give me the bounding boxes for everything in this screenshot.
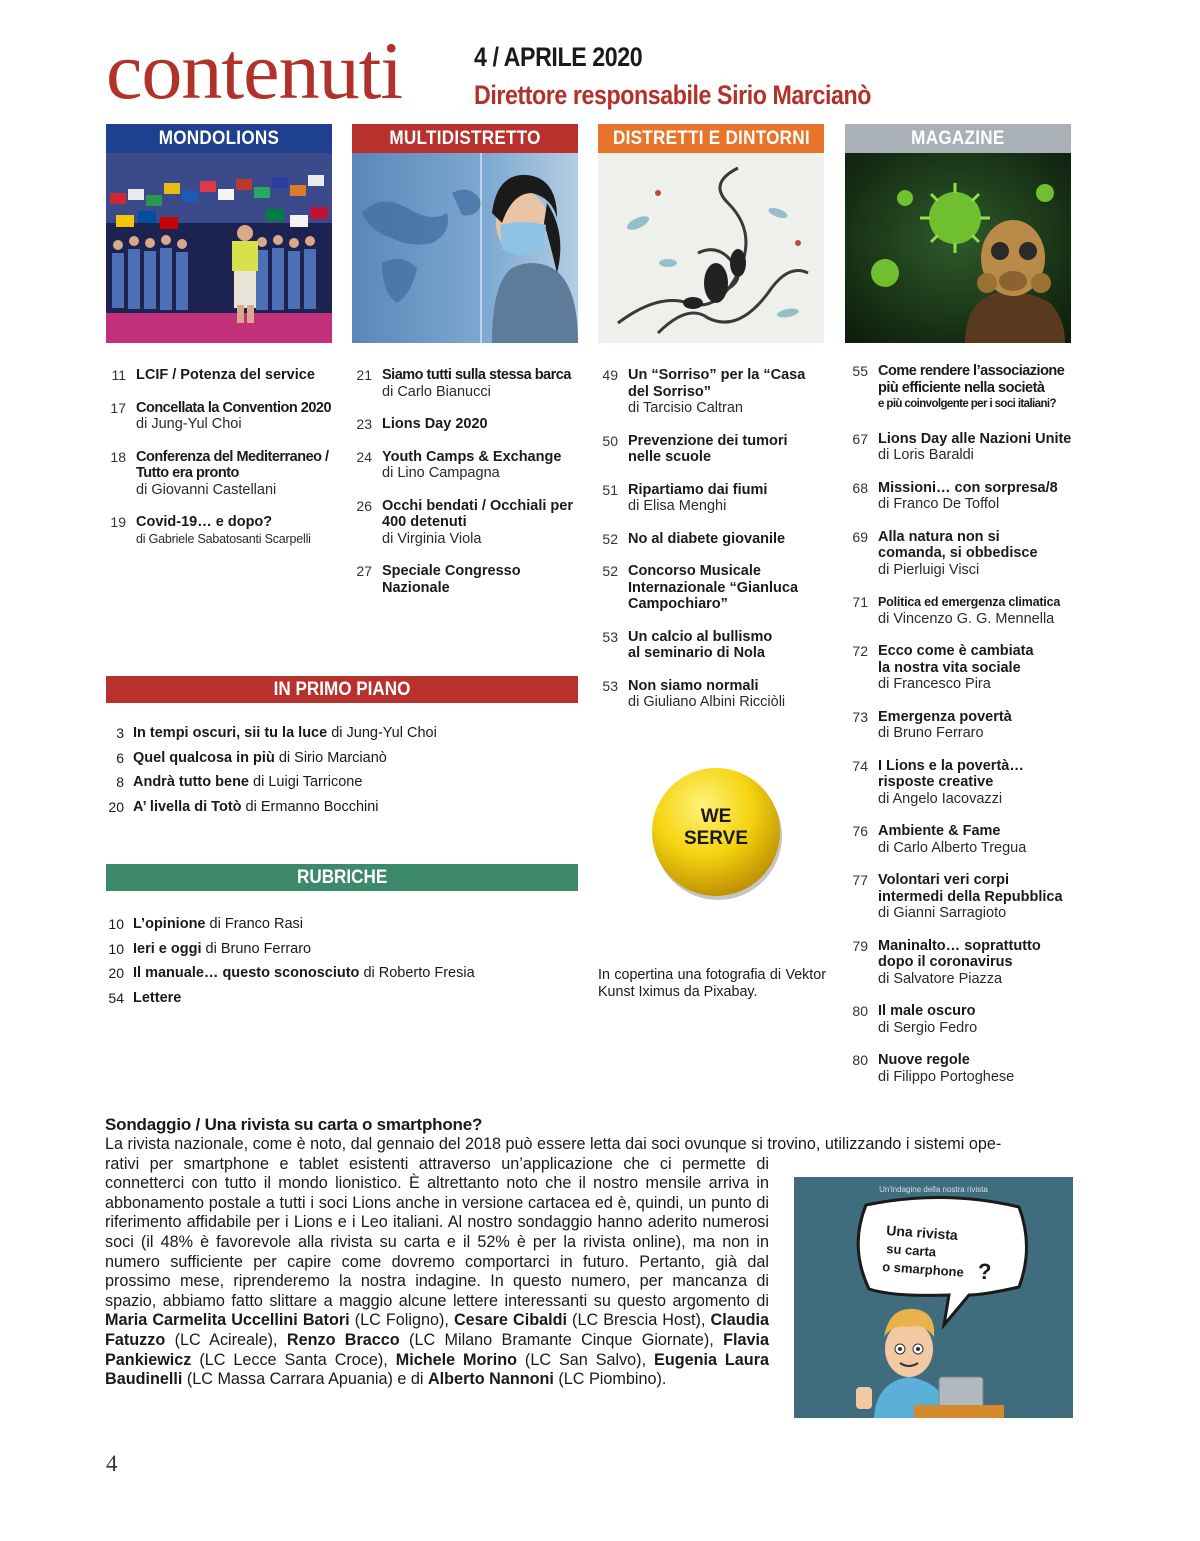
- issue-date: 4 / APRILE 2020: [474, 42, 643, 72]
- toc-entry[interactable]: 27 Speciale Congresso Nazionale: [356, 563, 521, 596]
- section-header: MAGAZINE: [845, 124, 1071, 153]
- section-mondolions: [106, 124, 332, 343]
- toc-entry[interactable]: 67 Lions Day alle Nazioni Unite di Loris Baraldi: [852, 430, 1072, 463]
- toc-entry[interactable]: 49 Un “Sorriso” per la “Casa del Sorriso” di Tarcisio Caltran: [602, 367, 806, 416]
- toc-magazine: [848, 363, 1080, 1101]
- primo-piano-list: [106, 721, 586, 819]
- toc-entry[interactable]: 74 I Lions e la povertà… risposte creative di Angelo Iacovazzi: [852, 757, 1024, 807]
- rubriche-header: RUBRICHE: [106, 864, 578, 891]
- list-item[interactable]: 10 L’opinione di Franco Rasi: [108, 916, 304, 932]
- toc-entry[interactable]: 77 Volontari veri corpi intermedi della Repubblica di Gianni Sarragioto: [852, 872, 1063, 921]
- list-item[interactable]: 20 Il manuale… questo sconosciuto di Roberto Fresia: [108, 965, 475, 981]
- section-distretti: [598, 124, 824, 343]
- list-item[interactable]: 6 Quel qualcosa in più di Sirio Marcianò: [116, 749, 387, 766]
- toc-entry[interactable]: 24 Youth Camps & Exchange di Lino Campagna: [356, 448, 562, 481]
- masthead: [106, 25, 1106, 120]
- page-number: 4: [106, 1451, 118, 1476]
- bubble-line-2: su carta: [885, 1241, 937, 1260]
- toc-entry[interactable]: 11 LCIF / Potenza del service: [111, 367, 315, 383]
- survey-first-line: La rivista nazionale, come è noto, dal gennaio del 2018 può essere letta dai soci ovunque si trovino, utilizzando i sistemi ope-: [105, 1135, 1002, 1153]
- toc-entry[interactable]: 52 No al diabete giovanile: [602, 530, 786, 547]
- distretti-artwork: [598, 153, 824, 343]
- list-item[interactable]: 20 A’ livella di Totò di Ermanno Bocchini: [108, 798, 379, 815]
- toc-entry[interactable]: 52 Concorso Musicale Internazionale “Gianluca Campochiaro”: [602, 563, 799, 612]
- list-item[interactable]: 3 In tempi oscuri, sii tu la luce di Jung-Yul Choi: [116, 725, 437, 741]
- list-item[interactable]: 54 Lettere: [108, 989, 182, 1006]
- badge-line-2: SERVE: [683, 828, 749, 849]
- toc-entry[interactable]: 53 Un calcio al bullismo al seminario di Nola: [602, 628, 773, 661]
- bubble-question: ?: [978, 1259, 992, 1284]
- toc-entry[interactable]: 68 Missioni… con sorpresa/8 di Franco De Toffol: [852, 479, 1058, 512]
- section-header: MULTIDISTRETTO: [352, 124, 578, 153]
- bubble-line-1: Una rivista: [885, 1222, 959, 1243]
- section-multidistretto: [352, 124, 578, 343]
- toc-entry[interactable]: 53 Non siamo normali di Giuliano Albini Ricciòli: [602, 677, 786, 710]
- toc-entry[interactable]: 71 Politica ed emergenza climatica di Vincenzo G. G. Mennella: [852, 594, 1061, 627]
- list-item[interactable]: 8 Andrà tutto bene di Luigi Tarricone: [116, 774, 363, 790]
- section-header: DISTRETTI E DINTORNI: [598, 124, 824, 153]
- toc-entry[interactable]: 80 Nuove regole di Filippo Portoghese: [852, 1052, 1015, 1085]
- survey-image-caption: Un'indagine della nostra rivista: [879, 1185, 988, 1194]
- list-item[interactable]: 10 Ieri e oggi di Bruno Ferraro: [108, 940, 312, 957]
- survey-illustration: [794, 1177, 1073, 1418]
- director-line: Direttore responsabile Sirio Marcianò: [474, 80, 872, 110]
- primo-piano-header: IN PRIMO PIANO: [106, 676, 578, 703]
- survey-body: rativi per smartphone e tablet esistenti attraverso un’applicazione che ci permette di connetterci con tutto il mondo lionistico. È altrettanto noto che il nostro mensile arriva in abbonamento postale a tutti i soci Lions anche in versione cartacea ed è, quindi, un punto di riferimento affidabile per i Lions e i Leo italiani. Al nostro sondaggio hanno aderito numerosi soci (il 48% è favorevole alla rivista su carta e il 52% è per la rivista online), ma non in numero sufficiente per capire come dovremo comportarci in futuro. Pertanto, già dal prossimo mese, riprenderemo la nostra indagine. In questo numero, per mancanza di spazio, abbiamo fatto slittare a maggio alcune lettere interessanti su questo argomento di Maria Carmelita Uccellini Batori (LC Foligno), Cesare Cibaldi (LC Brescia Host), Claudia Fatuzzo (LC Acireale), Renzo Bracco (LC Milano Bramante Cinque Giornate), Flavia Pankiewicz (LC Lecce Santa Croce), Michele Morino (LC San Salvo), Eugenia Laura Baudinelli (LC Massa Carrara Apuania) e di Alberto Nannoni (LC Piombino).: [105, 1154, 769, 1389]
- badge-line-1: WE: [700, 806, 732, 827]
- mondolions-photo: [106, 153, 332, 343]
- toc-mondolions: [106, 367, 352, 563]
- toc-entry[interactable]: 55 Come rendere l’associazione più efficiente nella società e più coinvolgente per i soci italiani?: [852, 363, 1065, 410]
- toc-entry[interactable]: 79 Maninalto… soprattutto dopo il coronavirus di Salvatore Piazza: [852, 937, 1041, 987]
- toc-distretti: [598, 367, 844, 727]
- cover-note: In copertina una fotografia di Vektor Kunst Iximus da Pixabay.: [598, 967, 826, 1000]
- toc-entry[interactable]: 50 Prevenzione dei tumori nelle scuole: [602, 432, 788, 465]
- toc-entry[interactable]: 76 Ambiente & Fame di Carlo Alberto Tregua: [852, 823, 1027, 856]
- masthead-title: contenuti: [106, 25, 403, 116]
- section-header: MONDOLIONS: [106, 124, 332, 153]
- toc-entry[interactable]: 21 Siamo tutti sulla stessa barca di Carlo Bianucci: [356, 367, 571, 400]
- survey-title: Sondaggio / Una rivista su carta o smartphone?: [105, 1115, 483, 1134]
- toc-entry[interactable]: 19 Covid-19… e dopo? di Gabriele Sabatosanti Scarpelli: [110, 514, 311, 546]
- rubriche-list: [106, 912, 586, 1010]
- section-magazine: [845, 124, 1071, 343]
- toc-entry[interactable]: 69 Alla natura non si comanda, si obbedisce di Pierluigi Visci: [852, 528, 1038, 578]
- toc-entry[interactable]: 73 Emergenza povertà di Bruno Ferraro: [852, 708, 1012, 741]
- toc-entry[interactable]: 26 Occhi bendati / Occhiali per 400 detenuti di Virginia Viola: [356, 497, 573, 547]
- toc-entry[interactable]: 18 Conferenza del Mediterraneo / Tutto era pronto di Giovanni Castellani: [110, 448, 329, 498]
- toc-multidistretto: [352, 367, 598, 612]
- magazine-virus-image: [845, 153, 1071, 343]
- toc-entry[interactable]: 23 Lions Day 2020: [356, 416, 488, 432]
- toc-entry[interactable]: 17 Concellata la Convention 2020 di Jung-Yul Choi: [110, 399, 332, 432]
- toc-entry[interactable]: 72 Ecco come è cambiata la nostra vita sociale di Francesco Pira: [852, 643, 1034, 692]
- toc-entry[interactable]: 51 Ripartiamo dai fiumi di Elisa Menghi: [602, 481, 768, 514]
- bubble-line-3: o smarphone: [881, 1259, 965, 1280]
- toc-entry[interactable]: 80 Il male oscuro di Sergio Fedro: [852, 1003, 978, 1036]
- we-serve-badge: [650, 760, 783, 903]
- multidistretto-photo: [352, 153, 578, 343]
